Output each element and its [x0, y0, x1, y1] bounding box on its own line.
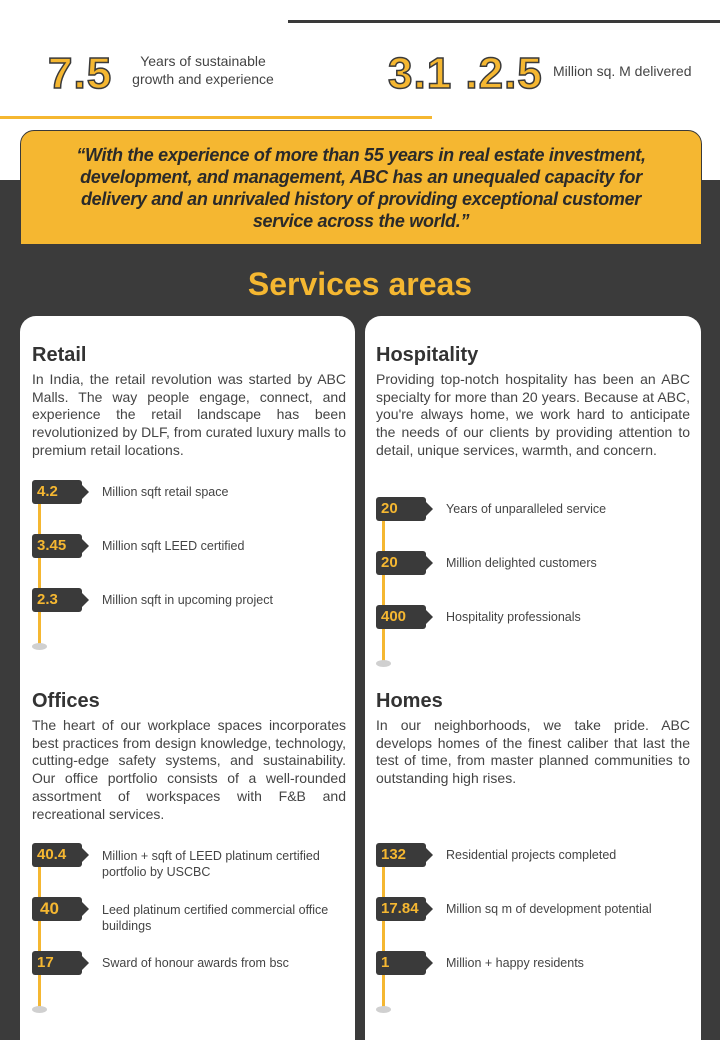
stat-item [376, 497, 690, 521]
stat-item [376, 951, 690, 975]
quote-box [20, 130, 702, 245]
stat-item [32, 951, 346, 975]
stat-item [376, 843, 690, 867]
stat-value-badge: 40.4 [32, 843, 82, 867]
stat-value-badge: 132 [376, 843, 426, 867]
stat-value-badge: 17.84 [376, 897, 426, 921]
area-description: In India, the retail revolution was started by ABC Malls. The way people engage, connect, and experience the retail landscape has been revolutionized by DLF, from curated luxury malls to premium retail locations. [32, 371, 346, 458]
stat-value-badge: 40 [32, 897, 82, 921]
stat-item-label: Leed platinum certified commercial office buildings [102, 903, 329, 933]
stat-item-label: Years of unparalleled service [446, 502, 607, 516]
area-title: Homes [376, 690, 443, 712]
stat-item [376, 551, 690, 575]
timeline-end-dot [32, 1006, 47, 1013]
stat-value-badge: 4.2 [32, 480, 82, 504]
stat-item [376, 605, 690, 629]
area-description: In our neighborhoods, we take pride. ABC develops homes of the finest caliber that last the test of time, from master planned communities to outstanding high rises. [376, 717, 690, 787]
stat-years-value: 7.5 [48, 49, 113, 98]
yellow-divider [0, 116, 432, 119]
stat-item [32, 534, 346, 558]
quote-text: “With the experience of more than 55 years in real estate investment, development, and management, ABC has an unequaled capacity for delivery and an unrivaled history of providing exceptional customer service across the world.” [76, 144, 646, 231]
area-description: The heart of our workplace spaces incorporates best practices from design knowledge, technology, cutting-edge safety systems, and sustainability. Our office portfolio consists of a well-rounded assortment of workspaces with F&B and recreational services. [32, 717, 346, 822]
stat-value-badge: 3.45 [32, 534, 82, 558]
area-title: Offices [32, 690, 100, 712]
timeline-end-dot [376, 1006, 391, 1013]
stat-item-label: Million + happy residents [446, 956, 584, 970]
timeline-end-dot [32, 643, 47, 650]
stat-item-label: Hospitality professionals [446, 610, 581, 624]
timeline-end-dot [376, 660, 391, 667]
stat-value-badge: 20 [376, 551, 426, 575]
stat-item [32, 843, 346, 879]
stat-value-badge: 1 [376, 951, 426, 975]
stat-years-label: Years of sustainable growth and experience [132, 53, 274, 87]
stat-delivered-value: 3.1 .2.5 [388, 49, 543, 98]
stat-item [32, 897, 346, 933]
stat-item-label: Million sqft in upcoming project [102, 593, 273, 607]
stat-item [376, 897, 690, 921]
stat-item-label: Million + sqft of LEED platinum certified portfolio by USCBC [102, 849, 320, 879]
stat-value-badge: 400 [376, 605, 426, 629]
stat-item-label: Million sqft LEED certified [102, 539, 245, 553]
stat-item-label: Million sq m of development potential [446, 902, 652, 916]
stat-value-badge: 17 [32, 951, 82, 975]
stat-item-label: Sward of honour awards from bsc [102, 956, 289, 970]
stat-delivered-label: Million sq. M delivered [553, 63, 692, 79]
stat-item-label: Residential projects completed [446, 848, 617, 862]
area-description: Providing top-notch hospitality has been an ABC specialty for more than 20 years. Because at ABC, you're always home, we work hard to anticipate the needs of our clients by providing attention to detail, unique services, warmth, and concern. [376, 371, 690, 458]
stat-item-label: Million sqft retail space [102, 485, 229, 499]
stat-value-badge: 2.3 [32, 588, 82, 612]
area-retail [32, 344, 346, 460]
area-offices [32, 690, 346, 823]
area-homes [376, 690, 690, 788]
area-hospitality [376, 344, 690, 460]
area-title: Hospitality [376, 344, 479, 366]
top-divider [288, 20, 720, 23]
stat-item [32, 588, 346, 612]
section-title: Services areas [247, 266, 473, 302]
area-title: Retail [32, 344, 87, 366]
stat-item [32, 480, 346, 504]
stat-item-label: Million delighted customers [446, 556, 597, 570]
stat-value-badge: 20 [376, 497, 426, 521]
